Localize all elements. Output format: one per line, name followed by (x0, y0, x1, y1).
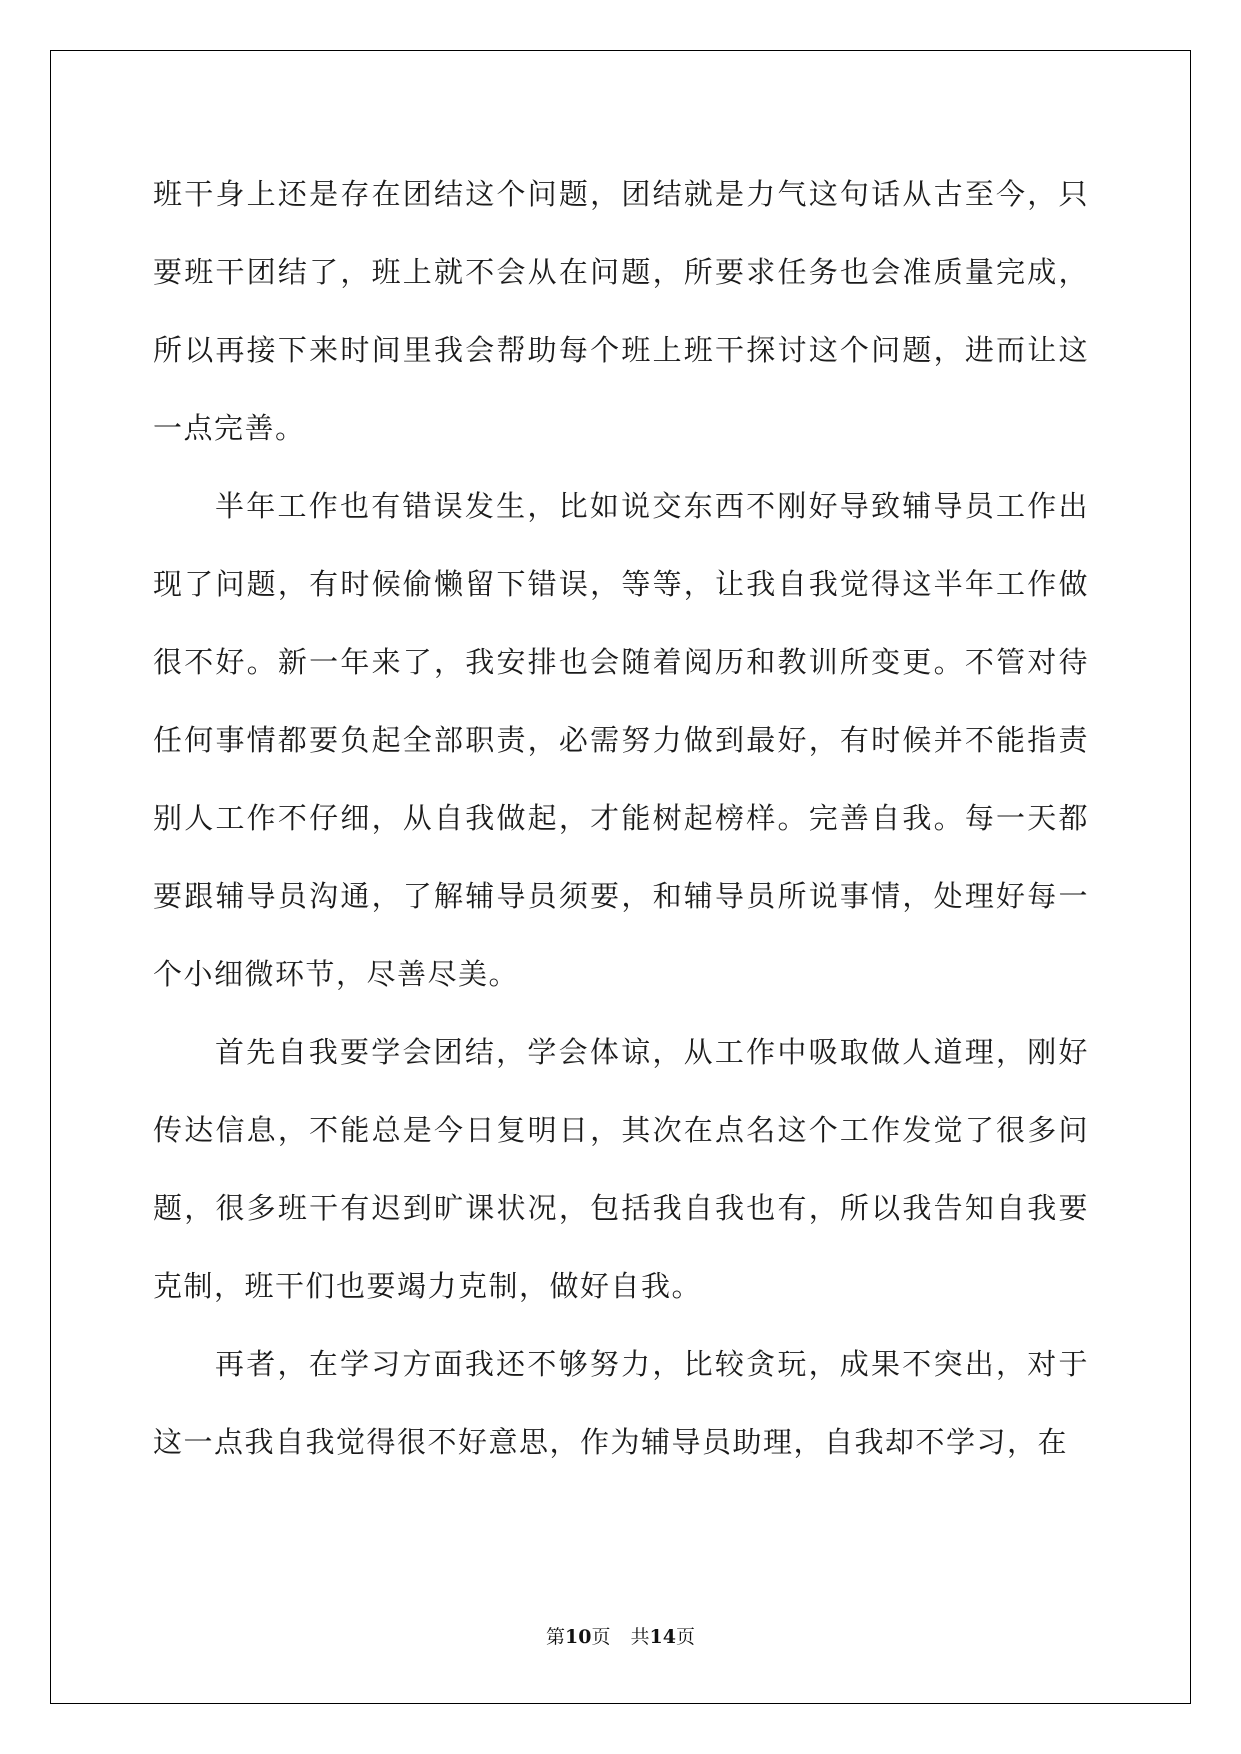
document-body (153, 155, 1089, 1481)
footer-prefix: 第 (546, 1626, 566, 1648)
footer-total-suffix: 页 (675, 1626, 695, 1648)
page-number-footer (0, 1622, 1241, 1649)
paragraph-3: 首先自我要学会团结，学会体谅，从工作中吸取做人道理，刚好传达信息，不能总是今日复明日，其次在点名这个工作发觉了很多问题，很多班干有迟到旷课状况，包括我自我也有，所以我告知自我要克制，班干们也要竭力克制，做好自我。 (153, 1035, 1089, 1303)
footer-page-word: 页 (591, 1626, 611, 1648)
total-pages-number: 14 (649, 1626, 676, 1648)
current-page-number: 10 (565, 1626, 592, 1648)
paragraph-4: 再者，在学习方面我还不够努力，比较贪玩，成果不突出，对于这一点我自我觉得很不好意思，作为辅导员助理，自我却不学习，在 (153, 1347, 1089, 1459)
paragraph-2: 半年工作也有错误发生，比如说交东西不刚好导致辅导员工作出现了问题，有时候偷懒留下错误，等等，让我自我觉得这半年工作做很不好。新一年来了，我安排也会随着阅历和教训所变更。不管对待任何事情都要负起全部职责，必需努力做到最好，有时候并不能指责别人工作不仔细，从自我做起，才能树起榜样。完善自我。每一天都要跟辅导员沟通，了解辅导员须要，和辅导员所说事情，处理好每一个小细微环节，尽善尽美。 (153, 489, 1089, 991)
paragraph-1: 班干身上还是存在团结这个问题，团结就是力气这句话从古至今，只要班干团结了，班上就不会从在问题，所要求任务也会准质量完成，所以再接下来时间里我会帮助每个班上班干探讨这个问题，进而让这一点完善。 (153, 177, 1089, 445)
footer-total-prefix: 共 (630, 1626, 650, 1648)
